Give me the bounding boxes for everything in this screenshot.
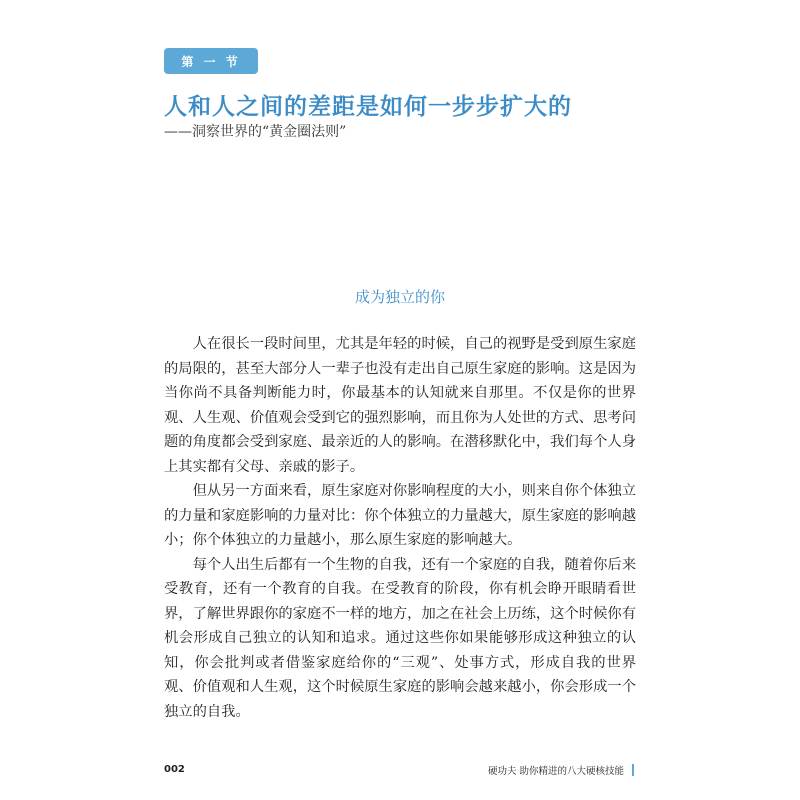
footer-accent-bar (632, 764, 634, 776)
body-paragraph-2: 但从另一方面来看，原生家庭对你影响程度的大小，则来自你个体独立的力量和家庭影响的力量对比：你个体独立的力量越大，原生家庭的影响越小；你个体独立的力量越小，那么原生家庭的影响越大。 (164, 483, 636, 548)
body-paragraph-1: 人在很长一段时间里，尤其是年轻的时候，自己的视野是受到原生家庭的局限的，甚至大部分人一辈子也没有走出自己原生家庭的影响。这是因为当你尚不具备判断能力时，你最基本的认知就来自那里。不仅是你的世界观、人生观、价值观会受到它的强烈影响，而且你为人处世的方式、思考问题的角度都会受到家庭、最亲近的人的影响。在潜移默化中，我们每个人身上其实都有父母、亲戚的影子。 (164, 336, 636, 475)
running-footer (488, 763, 634, 777)
chapter-title: 人和人之间的差距是如何一步步扩大的 (164, 93, 572, 120)
body-paragraph-3: 每个人出生后都有一个生物的自我，还有一个家庭的自我，随着你后来受教育，还有一个教育的自我。在受教育的阶段，你有机会睁开眼睛看世界，了解世界跟你的家庭不一样的地方，加之在社会上历练，这个时候你有机会形成自己独立的认知和追求。通过这些你如果能够形成这种独立的认知，你会批判或者借鉴家庭给你的“三观”、处事方式，形成自我的世界观、价值观和人生观，这个时候原生家庭的影响会越来越小，你会形成一个独立的自我。 (164, 556, 636, 720)
section-badge: 第 一 节 (164, 48, 258, 74)
page-number: 002 (164, 764, 185, 775)
chapter-subtitle: ——洞察世界的“黄金圈法则” (164, 124, 347, 140)
body-text (164, 332, 636, 724)
book-title: 硬功夫 助你精进的八大硬核技能 (487, 766, 624, 777)
section-heading: 成为独立的你 (354, 288, 445, 306)
